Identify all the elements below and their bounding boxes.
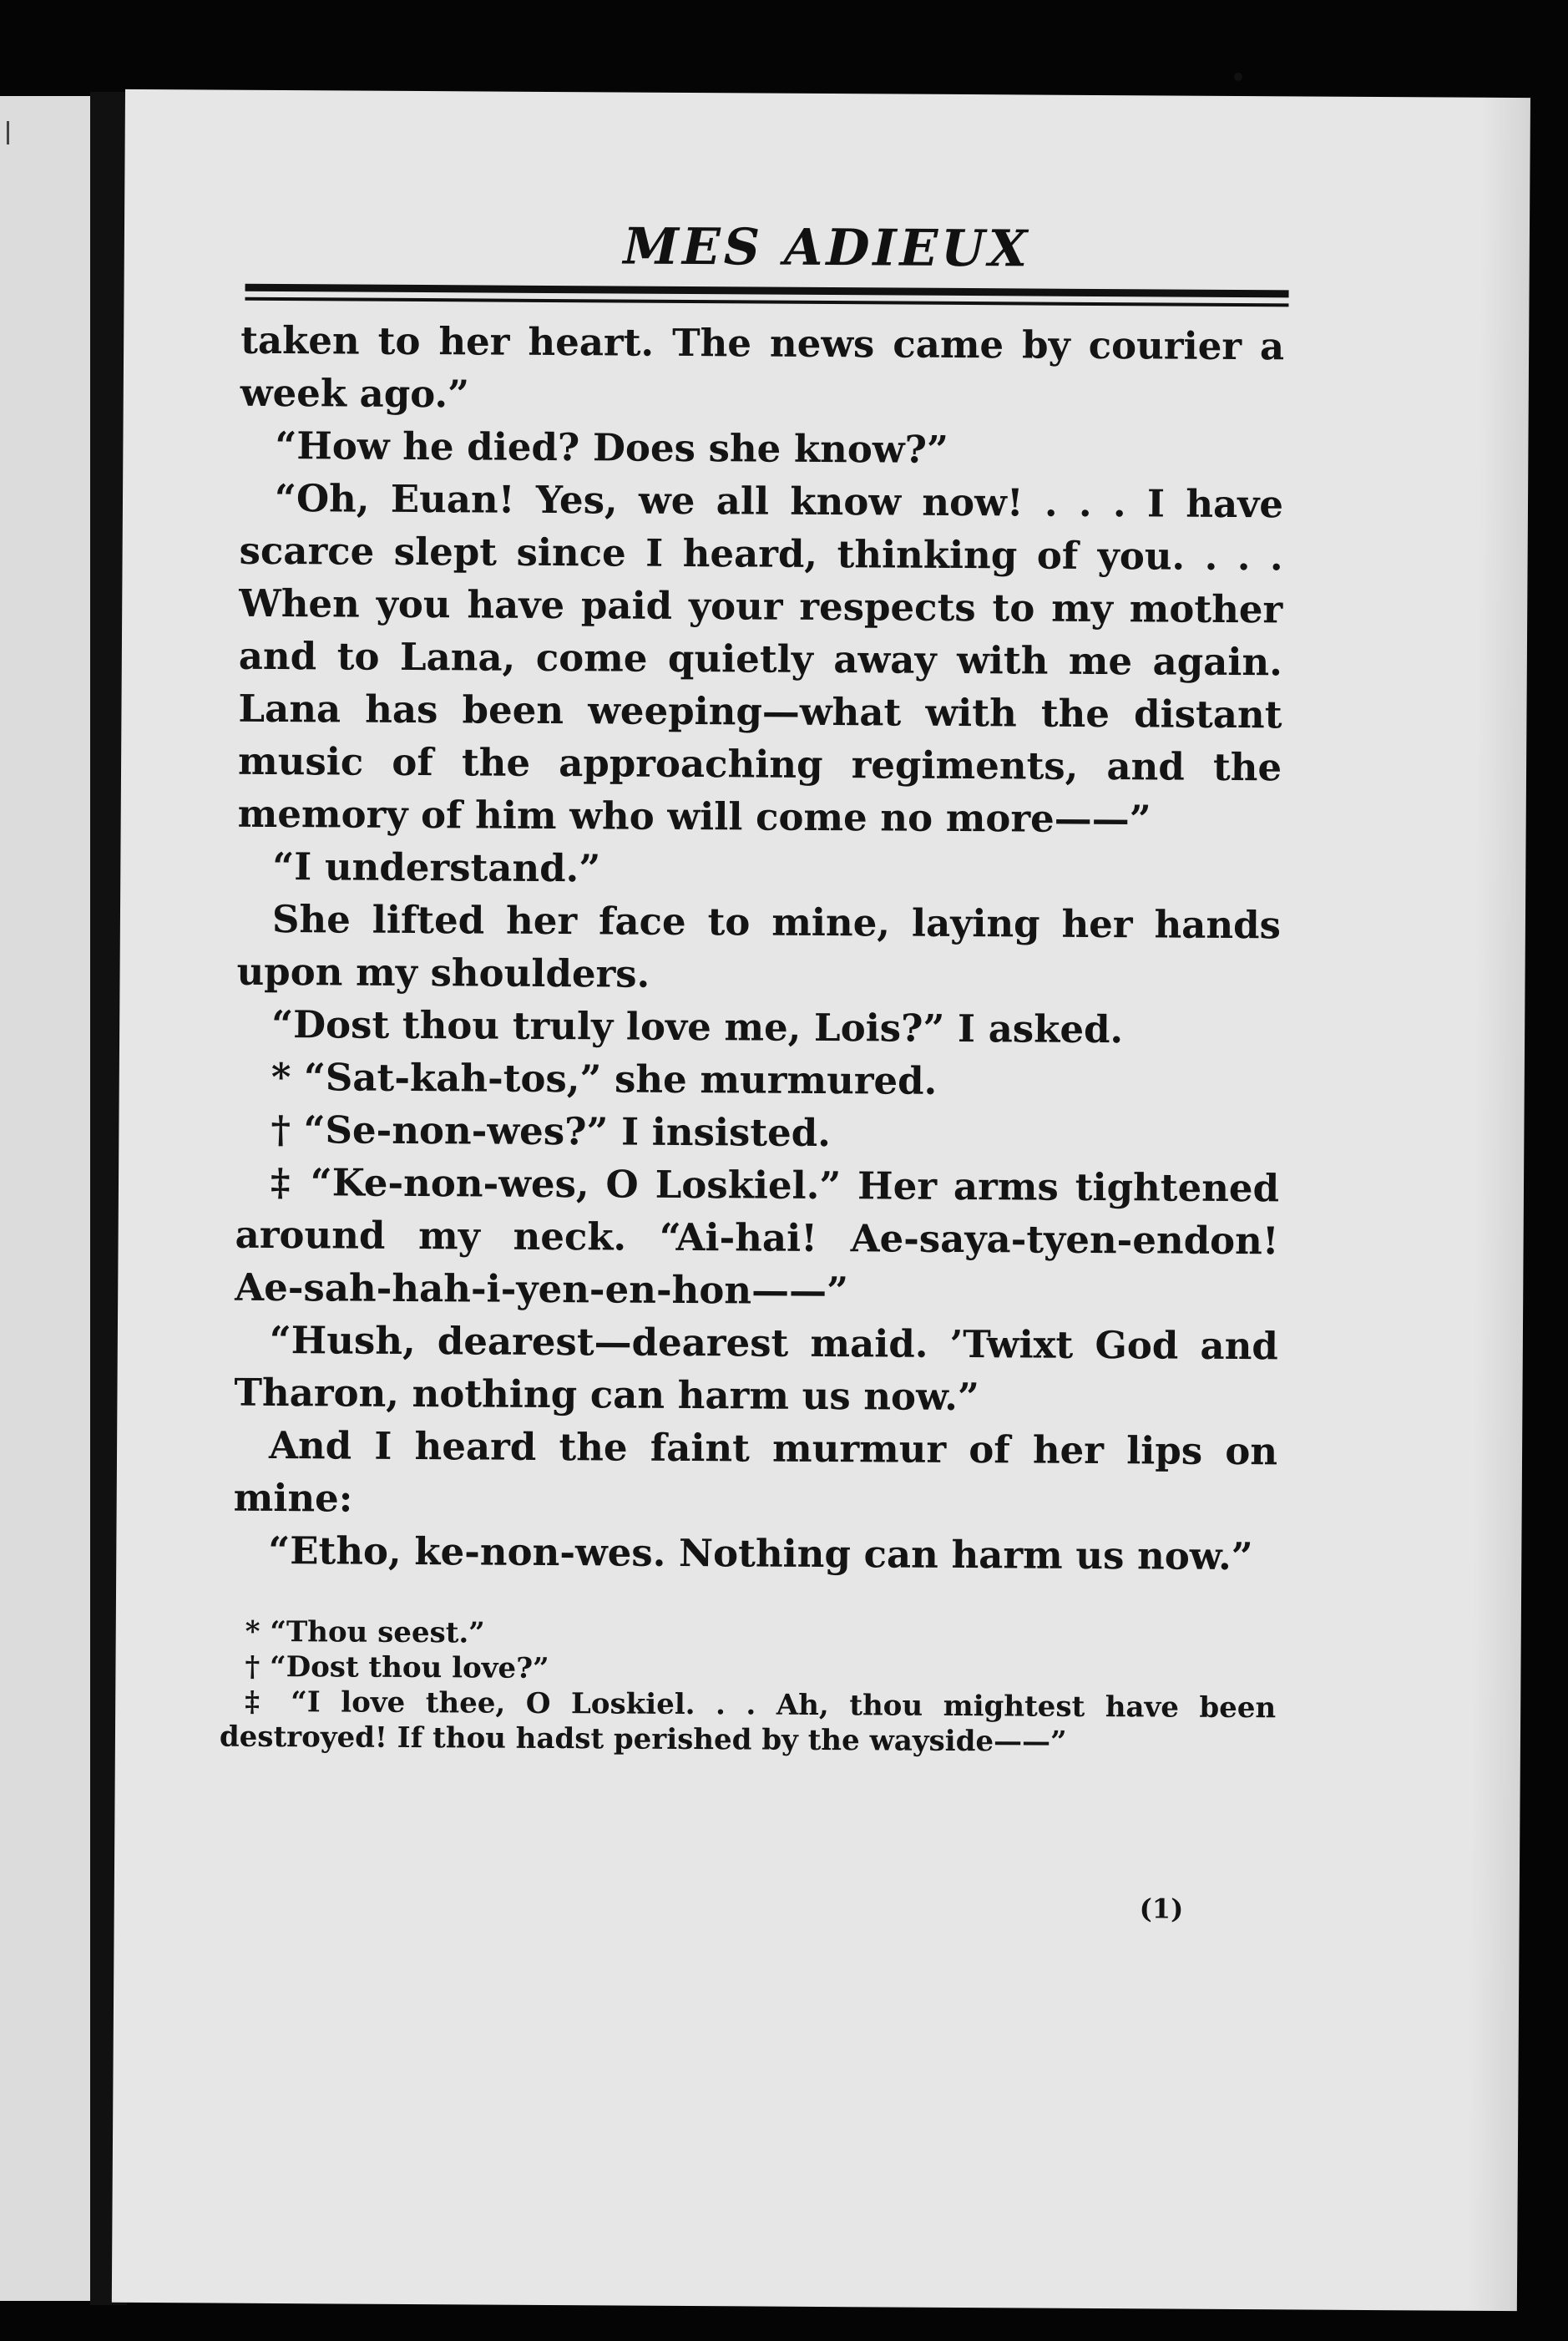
paragraph: † “Se-non-wes?” I insisted. (271, 1107, 832, 1156)
paragraph: “How he died? Does she know?” (275, 423, 949, 472)
page-edge-shadow (1467, 98, 1530, 2311)
footnote: ‡ “I love thee, O Loskiel. . . Ah, thou mightest have been destroyed! If thou hadst perished by the wayside——” (219, 1685, 1277, 1759)
book-page (112, 89, 1530, 2311)
paragraph: taken to her heart. The news came by courier a week ago.” (240, 317, 1285, 417)
body-text (233, 314, 1284, 1583)
facing-page-edge (0, 96, 90, 2301)
paragraph: “Oh, Euan! Yes, we all know now! . . . I have scarce slept since I heard, thinking of you. . . . When you have paid your respects to my mother and to Lana, come quietly away with me again. Lana has been weeping—what with the distant music of the approaching regiments, and the memory of him who will come no more——” (237, 475, 1284, 842)
footnote: † “Dost thou love?” (245, 1649, 549, 1685)
running-head: MES ADIEUX (623, 217, 1031, 279)
page-number: (1) (1139, 1893, 1184, 1925)
footnotes (220, 1614, 1277, 1761)
paragraph: She lifted her face to mine, laying her hands upon my shoulders. (236, 896, 1282, 996)
paragraph: “Hush, dearest—dearest maid. ’Twixt God and Tharon, nothing can harm us now.” (234, 1317, 1279, 1420)
paragraph: “Dost thou truly love me, Lois?” I asked. (271, 1001, 1124, 1052)
paragraph: And I heard the faint murmur of her lips on mine: (233, 1422, 1278, 1521)
header-rule-thin (245, 297, 1288, 307)
paragraph: “Etho, ke-non-wes. Nothing can harm us now.” (268, 1528, 1253, 1579)
paragraph: ‡ “Ke-non-wes, O Loskiel.” Her arms tightened around my neck. “Ai-hai! Ae-saya-tyen-endon! Ae-sah-hah-i-yen-en-hon——” (235, 1159, 1280, 1314)
header-rule-thick (245, 284, 1289, 298)
scan-speck (1234, 73, 1242, 81)
footnote: * “Thou seest.” (245, 1614, 485, 1650)
paragraph: “I understand.” (272, 844, 601, 891)
facing-page-mark (7, 121, 9, 144)
paragraph: * “Sat-kah-tos,” she murmured. (271, 1054, 938, 1103)
